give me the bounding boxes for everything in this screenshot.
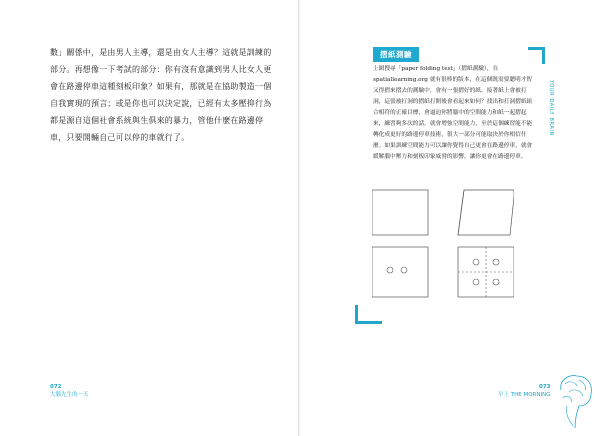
corner-bracket-bottom-left (355, 305, 382, 324)
left-paragraph: 數」關係中，是由男人主導，還是由女人主導？這就是訓練的部分。再想像一下考試的部分：你有沒有意識到男人比女人更會在路邊停車這種刻板印象？如果有，那就是在協助製造一個自我實現的預言；或是你也可以決定說，已經有太多壓抑行為都是源自這個社會系統與生俱來的暴力，管他什麼在路邊停車，只要開輛自己可以停的車就行了。 (50, 48, 272, 142)
right-page-number: 073 (539, 384, 551, 390)
paper-folded (458, 190, 514, 235)
corner-bracket-top-right (528, 47, 545, 64)
paper-punched (372, 247, 428, 297)
punch-hole (473, 259, 479, 265)
section-title: 摺紙測驗 (373, 47, 419, 62)
right-folio (498, 384, 550, 398)
brain-icon (555, 370, 595, 430)
left-body-text (50, 44, 278, 146)
punch-hole (401, 267, 407, 273)
left-page (0, 0, 299, 436)
right-running-title: 早上 THE MORNING (498, 392, 551, 398)
paper-square (372, 190, 428, 235)
right-paragraph: 上網搜尋「paper folding test」（摺紙測驗），在 spatiallearning.org 就有很棒的版本，在這個既需要聰明才智又得摺來摺去的測驗中，會有一張摺好的紙，接著紙上會被打洞，這張被打洞的摺紙打開後會看起來如何？找出和打洞摺紙組合相符的正確目標，會逼迫你將腦中的空間能力和紙一起摺起來，練習夠多次的話，就會增強空間能力，至於這個練習能不能轉化成更好的路邊停車技術，很大一部分可能取決於你相信什麼。如果訓練空間能力可以讓你覺得自己更會在路邊停車，就會緩解腦中壓力和刻板印象威脅的影響，讓你更會在路邊停車。 (373, 66, 533, 160)
right-body-text (373, 64, 533, 163)
left-page-number: 072 (50, 384, 62, 390)
left-folio (50, 384, 89, 398)
vertical-tab (545, 50, 555, 160)
punch-hole (473, 279, 479, 285)
punch-hole (387, 267, 393, 273)
punch-hole (493, 259, 499, 265)
punch-hole (493, 279, 499, 285)
paper-folding-diagram (372, 185, 514, 305)
left-running-title: 大腦先生的一天 (50, 392, 89, 398)
vertical-tab-label: YOUR DAILY BRAIN (548, 80, 554, 136)
